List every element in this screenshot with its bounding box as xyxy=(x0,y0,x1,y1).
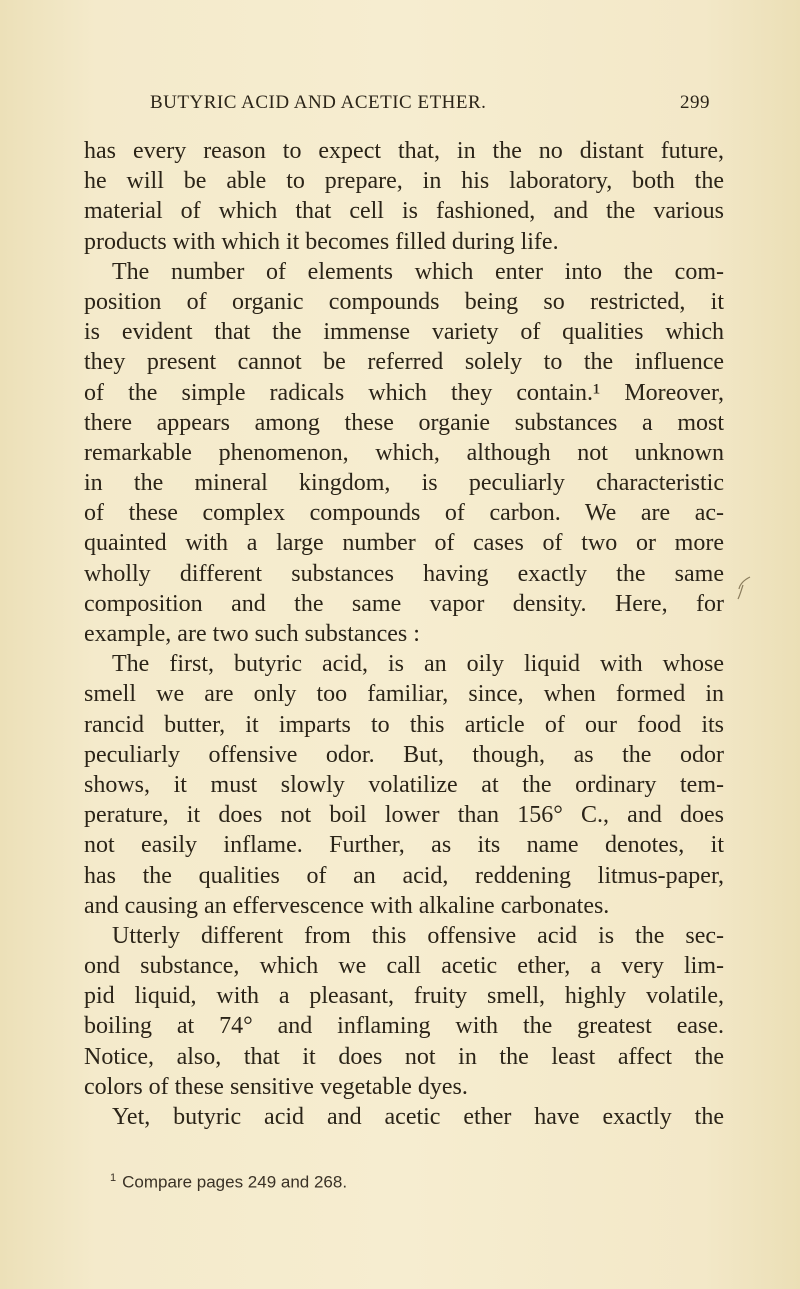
text-line: material of which that cell is fashioned, and the various xyxy=(84,198,724,225)
text-line: of the simple radicals which they contain.¹ Moreover, xyxy=(84,379,724,406)
footnote-text: Compare pages 249 and 268. xyxy=(122,1172,348,1192)
text-line: wholly different substances having exactly the same xyxy=(84,560,724,587)
text-line: position of organic compounds being so restricted, it xyxy=(84,288,724,315)
text-line: not easily inflame. Further, as its name denotes, it xyxy=(84,832,724,859)
text-line: and causing an effervescence with alkaline carbonates. xyxy=(84,892,610,919)
text-line: has every reason to expect that, in the no distant future, xyxy=(84,138,724,164)
text-line: they present cannot be referred solely to the influence xyxy=(84,349,724,376)
text-line: has the qualities of an acid, reddening litmus-paper, xyxy=(84,862,724,889)
text-line: perature, it does not boil lower than 156° C., and does xyxy=(84,802,724,829)
running-title: BUTYRIC ACID AND ACETIC ETHER. xyxy=(150,92,487,113)
text-line: peculiarly offensive odor. But, though, as the odor xyxy=(84,741,724,768)
text-line: Utterly different from this offensive acid is the sec- xyxy=(112,922,724,949)
text-line: products with which it becomes filled during life. xyxy=(84,228,559,255)
text-line: rancid butter, it imparts to this article of our food its xyxy=(84,711,724,738)
text-line: ond substance, which we call acetic ether, a very lim- xyxy=(84,953,724,980)
text-line: of these complex compounds of carbon. We are ac- xyxy=(84,500,724,527)
pencil-mark xyxy=(734,575,754,601)
text-line: Notice, also, that it does not in the least affect the xyxy=(84,1043,724,1070)
body-text xyxy=(84,136,724,1132)
text-line: composition and the same vapor density. Here, for xyxy=(84,590,724,617)
text-line: he will be able to prepare, in his laboratory, both the xyxy=(84,168,724,195)
text-line: there appears among these organie substances a most xyxy=(84,409,724,436)
page-number: 299 xyxy=(680,92,710,113)
text-line: remarkable phenomenon, which, although not unknown xyxy=(84,439,724,466)
text-line: quainted with a large number of cases of two or more xyxy=(84,530,724,557)
text-line: in the mineral kingdom, is peculiarly characteristic xyxy=(84,470,724,497)
text-line: boiling at 74° and inflaming with the greatest ease. xyxy=(84,1013,724,1040)
text-line: The number of elements which enter into the com- xyxy=(112,258,724,285)
text-line: smell we are only too familiar, since, when formed in xyxy=(84,681,724,708)
text-line: is evident that the immense variety of qualities which xyxy=(84,319,724,346)
text-line: shows, it must slowly volatilize at the ordinary tem- xyxy=(84,771,724,798)
text-line: colors of these sensitive vegetable dyes. xyxy=(84,1073,468,1100)
text-line: pid liquid, with a pleasant, fruity smell, highly volatile, xyxy=(84,983,724,1010)
running-header xyxy=(150,92,710,122)
footnote xyxy=(110,1172,347,1193)
footnote-marker: 1 xyxy=(110,1172,117,1184)
text-line: The first, butyric acid, is an oily liquid with whose xyxy=(112,651,724,678)
text-line: example, are two such substances : xyxy=(84,621,420,647)
text-line: Yet, butyric acid and acetic ether have exactly the xyxy=(112,1104,724,1130)
